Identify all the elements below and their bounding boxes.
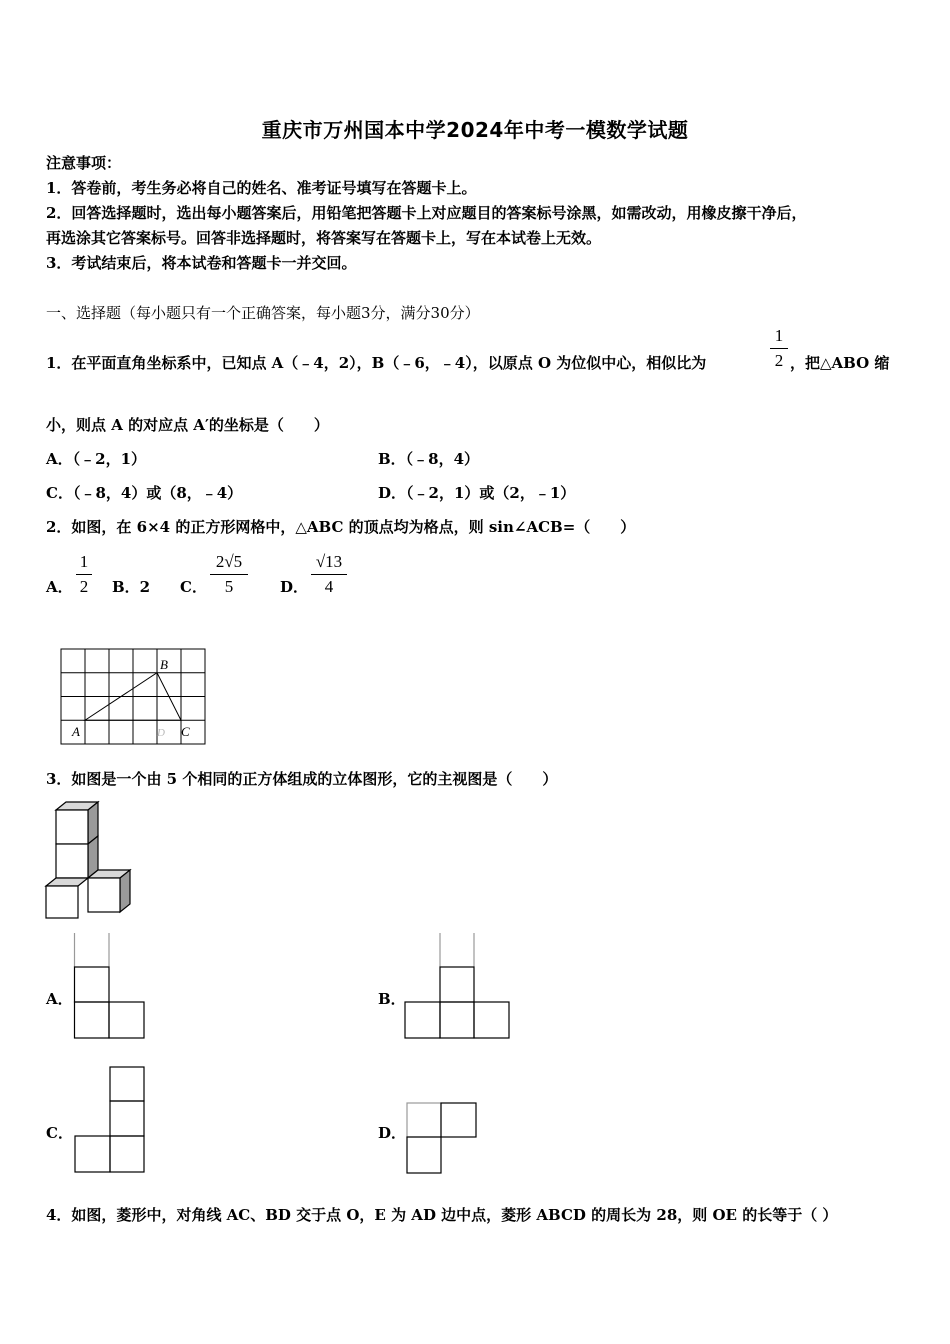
q1-fraction [770, 326, 788, 371]
q1-stem [46, 352, 706, 373]
q3-option-b-figure [404, 933, 512, 1039]
q1-option-d: D．（﹣2，1）或（2，﹣1） [378, 484, 576, 502]
cube-stack [46, 802, 130, 918]
notes-item-3: 3．考试结束后，将本试卷和答题卡一并交回。 [46, 254, 357, 272]
q3-option-c-figure [74, 1066, 148, 1176]
q2-option-c-num: 2√5 [215, 552, 243, 571]
label-c: C [181, 724, 190, 739]
q1-option-a: A．（﹣2，1） [46, 450, 147, 468]
q3-option-a-label: A． [46, 990, 73, 1008]
q2-option-d-den: 4 [324, 577, 334, 596]
q2-option-a-label: A． [46, 578, 73, 596]
notes-item-1: 1．答卷前，考生务必将自己的姓名、准考证号填写在答题卡上。 [46, 179, 477, 197]
notes-item-2: 2．回答选择题时，选出每小题答案后，用铅笔把答题卡上对应题目的答案标号涂黑，如需改动，用橡皮擦干净后， [46, 204, 807, 222]
page-title: 重庆市万州国本中学2024年中考一模数学试题 [261, 118, 689, 142]
q2-option-a-fraction [76, 552, 92, 597]
q2-option-c-fraction [210, 552, 248, 597]
q2-option-d-num: √13 [315, 552, 343, 571]
notes-heading: 注意事项： [46, 154, 122, 172]
q1-stem-part1: 1．在平面直角坐标系中，已知点 A（﹣4，2），B（﹣6，﹣4），以原点 O 为位似中心，相似比为 [46, 354, 707, 372]
q1-fraction-den: 2 [774, 351, 784, 370]
notes-item-2-cont: 再选涂其它答案标号。回答非选择题时，将答案写在答题卡上，写在本试卷上无效。 [46, 229, 602, 247]
q2-option-b: B．2 [112, 578, 151, 596]
q2-grid-figure [60, 648, 216, 748]
q2-option-a-den: 2 [79, 577, 89, 596]
q1-option-c: C．（﹣8，4）或（8，﹣4） [46, 484, 243, 502]
q2-option-a-num: 1 [79, 552, 89, 571]
q3-option-a-figure [74, 933, 146, 1039]
q3-stem: 3．如图是一个由 5 个相同的正方体组成的立体图形，它的主视图是（ ） [46, 770, 558, 788]
q1-stem-line2: 小，则点 A 的对应点 A′的坐标是（ ） [46, 416, 329, 434]
q2-stem: 2．如图，在 6×4 的正方形网格中，△ABC 的顶点均为格点，则 sin∠ACB=（ ） [46, 518, 636, 536]
q3-cube-figure [44, 800, 136, 920]
q2-option-d-label: D． [280, 578, 309, 596]
q2-option-c-label: C． [180, 578, 207, 596]
q4-stem: 4．如图，菱形中，对角线 AC、BD 交于点 O，E 为 AD 边中点，菱形 ABCD 的周长为 28，则 OE 的长等于（ ） [46, 1206, 838, 1224]
label-d: D [157, 727, 165, 739]
label-a: A [72, 724, 80, 739]
q1-fraction-num: 1 [774, 326, 784, 345]
q1-stem-part2: ，把△ABO 缩 [790, 354, 890, 372]
q3-option-d-label: D． [378, 1124, 407, 1142]
q3-option-c-label: C． [46, 1124, 73, 1142]
q1-option-b: B．（﹣8，4） [378, 450, 480, 468]
q2-option-c-den: 5 [224, 577, 234, 596]
q2-option-d-fraction [311, 552, 347, 597]
q3-option-b-label: B． [378, 990, 406, 1008]
q3-option-d-figure [406, 1102, 478, 1176]
section-heading: 一、选择题（每小题只有一个正确答案，每小题3分，满分30分） [46, 304, 480, 322]
label-b: B [160, 657, 168, 672]
